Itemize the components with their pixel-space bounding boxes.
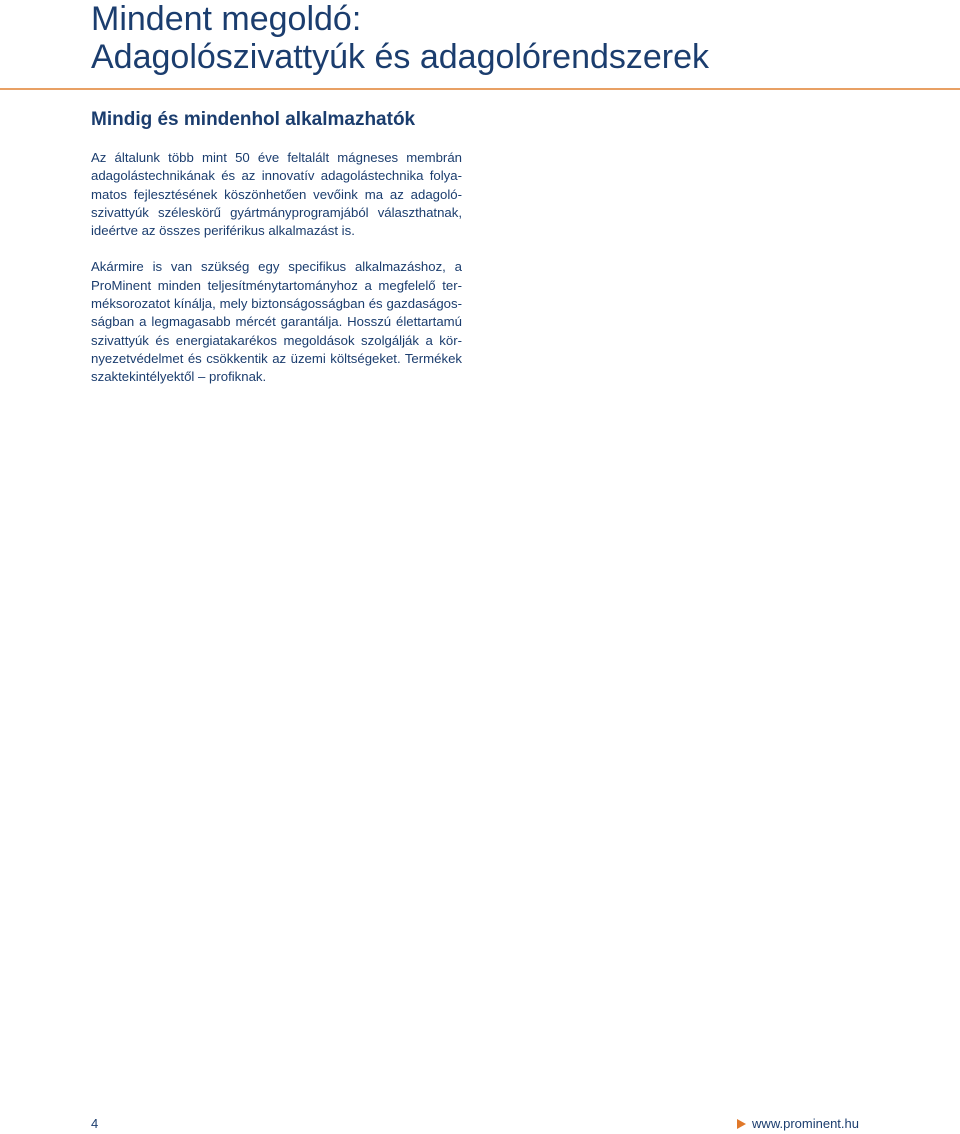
paragraph-1	[91, 149, 462, 240]
paragraph-line: szivattyúk és energiatakarékos megoldások szolgálják a kör-	[91, 332, 462, 348]
paragraph-line: nyezetvédelmet és csökkentik az üzemi költségeket. Termékek	[91, 350, 462, 366]
paragraph-line: Akármire is van szükség egy specifikus alkalmazáshoz, a	[91, 259, 462, 275]
page-title-line-2: Adagolószivattyúk és adagolórendszerek	[91, 38, 710, 76]
body-text	[91, 149, 462, 405]
paragraph-line: matos fejlesztésének köszönhetően vevőink ma az adagoló-	[91, 186, 462, 202]
paragraph-line: adagolástechnikának és az innovatív adagolástechnika folya-	[91, 168, 462, 184]
arrow-right-icon	[737, 1119, 746, 1129]
website-link[interactable]	[737, 1116, 859, 1132]
section-subtitle: Mindig és mindenhol alkalmazhatók	[91, 109, 416, 130]
page-title-line-1: Mindent megoldó:	[91, 0, 362, 38]
page-title	[91, 0, 911, 76]
paragraph-line: méksorozatot kínálja, mely biztonságosságban és gazdaságos-	[91, 296, 462, 312]
paragraph-line: szaktekintélyektől – profiknak.	[91, 369, 267, 385]
paragraph-line: szivattyúk széleskörű gyártmányprogramjából választhatnak,	[91, 204, 462, 220]
website-link-text: www.prominent.hu	[752, 1116, 859, 1131]
paragraph-line: Az általunk több mint 50 éve feltalált mágneses membrán	[91, 150, 462, 165]
page-number: 4	[91, 1116, 99, 1131]
paragraph-2	[91, 258, 462, 386]
header-divider	[0, 88, 960, 90]
paragraph-line: ProMinent minden teljesítménytartományhoz a megfelelő ter-	[91, 277, 462, 293]
paragraph-line: ságban a legmagasabb mércét garantálja. Hosszú élettartamú	[91, 314, 462, 330]
paragraph-line: ideértve az összes periférikus alkalmazást is.	[91, 223, 355, 239]
